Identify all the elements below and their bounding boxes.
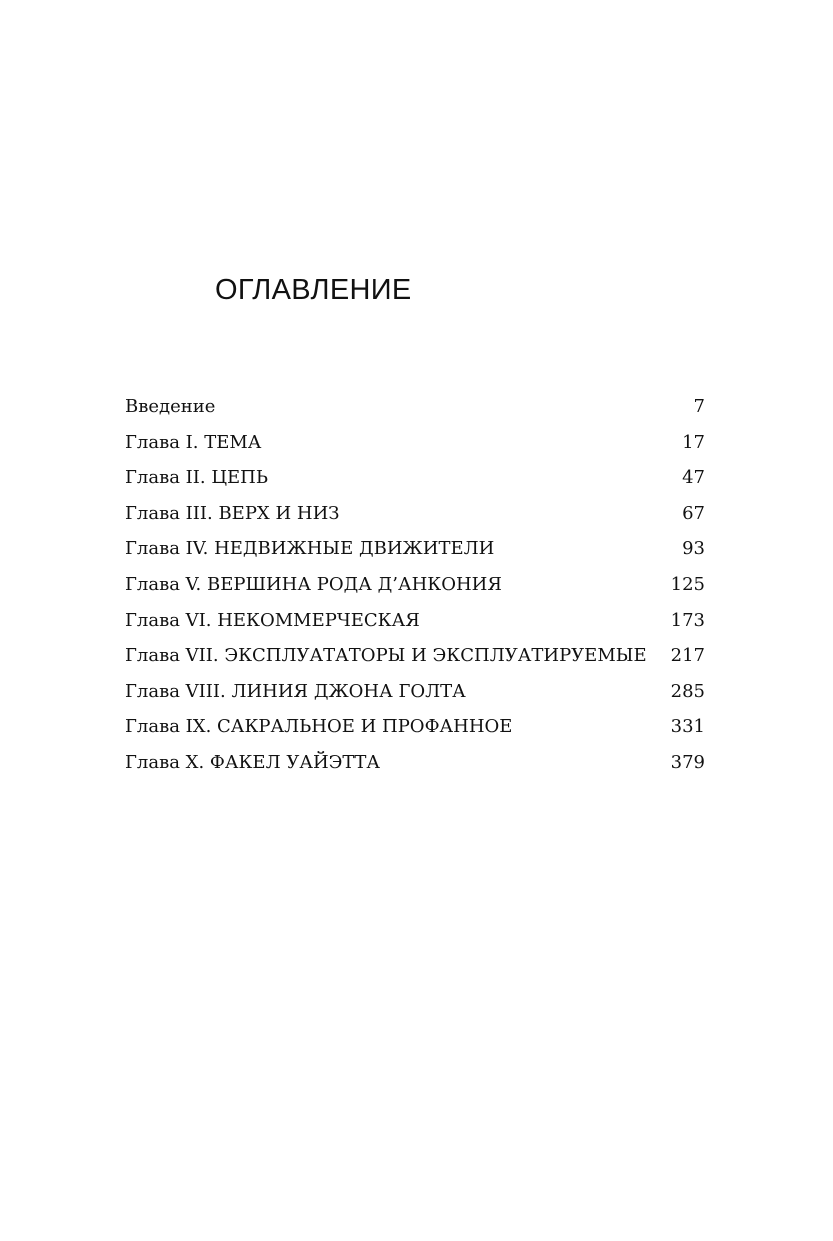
toc-entry-page: 285 [670, 680, 705, 702]
toc-entry-label: Глава IX. САКРАЛЬНОЕ И ПРОФАННОЕ [125, 716, 513, 738]
toc-entry-chapter-2 [125, 460, 705, 496]
toc-entry-chapter-6 [125, 603, 705, 639]
toc-entry-page: 7 [693, 396, 705, 417]
toc-entry-page: 47 [682, 467, 705, 489]
toc-entry-label: Глава III. ВЕРХ И НИЗ [125, 502, 340, 524]
toc-entry-chapter-4 [125, 531, 705, 567]
toc-entry-label: Глава VI. НЕКОММЕРЧЕСКАЯ [125, 609, 420, 631]
toc-entry-chapter-8 [125, 674, 705, 710]
toc-entry-page: 217 [670, 645, 705, 667]
toc-entry-chapter-1 [125, 425, 705, 461]
toc-entry-chapter-7 [125, 638, 705, 674]
toc-entry-introduction [125, 389, 705, 425]
toc-entry-chapter-5 [125, 567, 705, 603]
toc-entry-page: 125 [670, 573, 705, 595]
toc-entry-chapter-10 [125, 745, 705, 781]
toc-entry-label: Глава X. ФАКЕЛ УАЙЭТТА [125, 751, 381, 773]
toc-entry-label: Глава I. ТЕМА [125, 431, 262, 453]
page-title: ОГЛАВЛЕНИЕ [215, 274, 412, 306]
toc-entry-label: Глава VII. ЭКСПЛУАТАТОРЫ И ЭКСПЛУАТИРУЕМЫЕ [125, 645, 647, 667]
toc-entry-label: Введение [125, 396, 216, 417]
toc-entry-label: Глава VIII. ЛИНИЯ ДЖОНА ГОЛТА [125, 680, 466, 702]
toc-entry-page: 173 [670, 609, 705, 631]
toc-entry-label: Глава IV. НЕДВИЖНЫЕ ДВИЖИТЕЛИ [125, 538, 495, 560]
toc-entry-label: Глава V. ВЕРШИНА РОДА Д’АНКОНИЯ [125, 573, 502, 595]
toc-entry-page: 17 [682, 431, 705, 453]
table-of-contents [125, 389, 705, 781]
toc-entry-label: Глава II. ЦЕПЬ [125, 467, 268, 489]
toc-entry-page: 93 [682, 538, 705, 560]
toc-entry-page: 379 [670, 751, 705, 773]
toc-entry-page: 331 [670, 716, 705, 738]
toc-entry-page: 67 [682, 502, 705, 524]
toc-entry-chapter-3 [125, 496, 705, 532]
toc-entry-chapter-9 [125, 709, 705, 745]
